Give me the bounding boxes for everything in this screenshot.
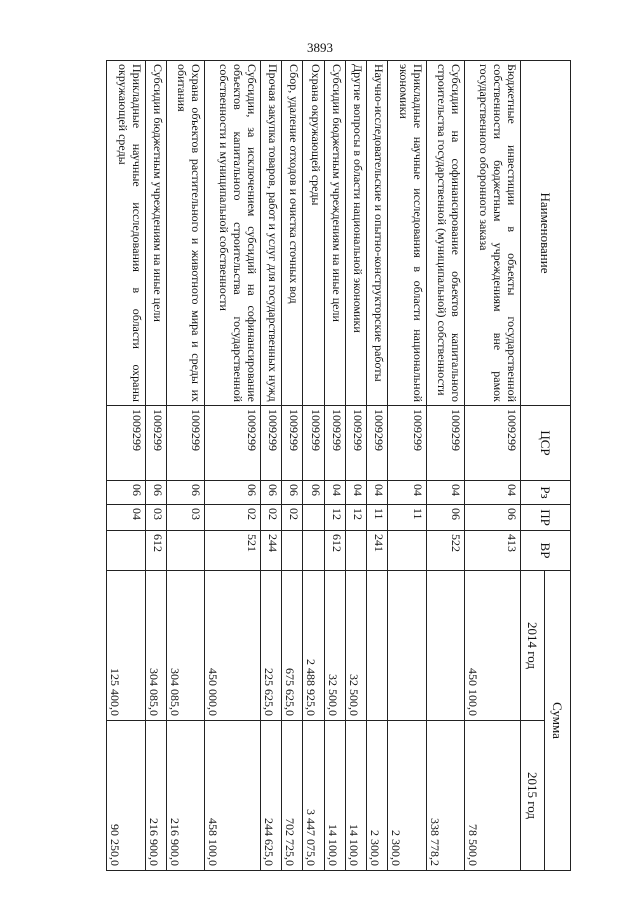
row-sum-2015: 14 100,0 (345, 721, 366, 871)
row-name: Охрана объектов растительного и животного мира и среды их обитания (166, 61, 205, 406)
row-pr: 06 (426, 505, 465, 531)
row-rz: 06 (205, 481, 261, 505)
table-row (282, 61, 303, 871)
row-vr (345, 531, 366, 571)
row-vr (388, 531, 427, 571)
row-pr: 11 (366, 505, 387, 531)
row-vr (107, 531, 146, 571)
row-sum-2014: 675 625,0 (282, 571, 303, 721)
table-row (261, 61, 282, 871)
row-vr: 522 (426, 531, 465, 571)
row-rz: 06 (261, 481, 282, 505)
row-sum-2015: 338 778,2 (426, 721, 465, 871)
page-number: 3893 (307, 40, 333, 55)
row-pr: 12 (324, 505, 345, 531)
header-sum: Сумма (545, 571, 571, 871)
row-csr: 1009299 (145, 406, 166, 481)
row-csr: 1009299 (345, 406, 366, 481)
row-sum-2014: 2 488 925,0 (303, 571, 324, 721)
row-pr: 04 (107, 505, 146, 531)
row-vr (282, 531, 303, 571)
row-sum-2014: 32 500,0 (345, 571, 366, 721)
table-row (166, 61, 205, 871)
row-sum-2015: 702 725,0 (282, 721, 303, 871)
row-name: Субсидии бюджетным учреждениям на иные цели (145, 61, 166, 406)
table-row (107, 61, 146, 871)
row-rz: 04 (366, 481, 387, 505)
table-row (465, 61, 521, 871)
row-csr: 1009299 (366, 406, 387, 481)
row-vr: 241 (366, 531, 387, 571)
row-sum-2014: 32 500,0 (324, 571, 345, 721)
row-sum-2015: 2 300,0 (388, 721, 427, 871)
row-name: Другие вопросы в области национальной экономики (345, 61, 366, 406)
row-sum-2015: 216 900,0 (166, 721, 205, 871)
table-row (303, 61, 324, 871)
row-csr: 1009299 (426, 406, 465, 481)
table-body (107, 61, 521, 871)
row-pr: 12 (345, 505, 366, 531)
header-name: Наименование (521, 61, 571, 406)
row-csr: 1009299 (282, 406, 303, 481)
row-name: Охрана окружающей среды (303, 61, 324, 406)
table-row (426, 61, 465, 871)
row-name: Субсидии бюджетным учреждениям на иные цели (324, 61, 345, 406)
row-sum-2014 (366, 571, 387, 721)
row-csr: 1009299 (303, 406, 324, 481)
row-csr: 1009299 (324, 406, 345, 481)
row-pr: 02 (261, 505, 282, 531)
header-vr: ВР (521, 531, 571, 571)
row-vr: 612 (145, 531, 166, 571)
row-rz: 04 (465, 481, 521, 505)
row-vr (303, 531, 324, 571)
table-row (366, 61, 387, 871)
table-row (388, 61, 427, 871)
row-rz: 06 (107, 481, 146, 505)
row-name: Прочая закупка товаров, работ и услуг для государственных нужд (261, 61, 282, 406)
header-rz: Рз (521, 481, 571, 505)
row-sum-2015: 2 300,0 (366, 721, 387, 871)
row-csr: 1009299 (388, 406, 427, 481)
header-2015: 2015 год (521, 721, 545, 871)
table-row (205, 61, 261, 871)
row-sum-2015: 3 447 075,0 (303, 721, 324, 871)
row-csr: 1009299 (205, 406, 261, 481)
header-csr: ЦСР (521, 406, 571, 481)
row-vr: 612 (324, 531, 345, 571)
header-2014: 2014 год (521, 571, 545, 721)
row-sum-2015: 78 500,0 (465, 721, 521, 871)
row-sum-2015: 458 100,0 (205, 721, 261, 871)
header-pr: ПР (521, 505, 571, 531)
row-pr (303, 505, 324, 531)
rotated-table-wrapper (106, 60, 571, 870)
row-rz: 06 (282, 481, 303, 505)
row-sum-2015: 90 250,0 (107, 721, 146, 871)
row-sum-2014: 450 100,0 (465, 571, 521, 721)
row-sum-2014: 225 625,0 (261, 571, 282, 721)
row-vr: 521 (205, 531, 261, 571)
row-sum-2015: 216 900,0 (145, 721, 166, 871)
row-vr: 413 (465, 531, 521, 571)
row-pr: 02 (205, 505, 261, 531)
row-csr: 1009299 (465, 406, 521, 481)
row-pr: 03 (145, 505, 166, 531)
row-rz: 06 (145, 481, 166, 505)
row-pr: 06 (465, 505, 521, 531)
row-csr: 1009299 (107, 406, 146, 481)
row-sum-2015: 244 625,0 (261, 721, 282, 871)
row-vr: 244 (261, 531, 282, 571)
row-csr: 1009299 (166, 406, 205, 481)
row-name: Сбор, удаление отходов и очистка сточных вод (282, 61, 303, 406)
row-sum-2014: 304 085,0 (145, 571, 166, 721)
row-vr (166, 531, 205, 571)
table-row (324, 61, 345, 871)
row-rz: 04 (324, 481, 345, 505)
row-rz: 04 (426, 481, 465, 505)
row-name: Прикладные научные исследования в области национальной экономики (388, 61, 427, 406)
row-sum-2014: 450 000,0 (205, 571, 261, 721)
row-name: Прикладные научные исследования в области охраны окружающей среды (107, 61, 146, 406)
row-name: Научно-исследовательские и опытно-конструкторские работы (366, 61, 387, 406)
row-sum-2014 (426, 571, 465, 721)
table-row (345, 61, 366, 871)
row-name: Субсидии, за исключением субсидий на софинансирование объектов капитального строительства государственной собственности и муниципальной собственности (205, 61, 261, 406)
row-sum-2015: 14 100,0 (324, 721, 345, 871)
row-csr: 1009299 (261, 406, 282, 481)
row-sum-2014: 125 400,0 (107, 571, 146, 721)
budget-table (106, 60, 571, 871)
row-name: Бюджетные инвестиции в объекты государственной собственности бюджетным учреждениям вне рамок государственного оборонного заказа (465, 61, 521, 406)
row-rz: 06 (303, 481, 324, 505)
row-pr: 11 (388, 505, 427, 531)
row-rz: 04 (345, 481, 366, 505)
row-rz: 04 (388, 481, 427, 505)
row-pr: 02 (282, 505, 303, 531)
row-sum-2014: 304 085,0 (166, 571, 205, 721)
row-name: Субсидии на софинансирование объектов капитального строительства государственной (муниципальной) собственности (426, 61, 465, 406)
row-pr: 03 (166, 505, 205, 531)
table-row (145, 61, 166, 871)
row-rz: 06 (166, 481, 205, 505)
row-sum-2014 (388, 571, 427, 721)
